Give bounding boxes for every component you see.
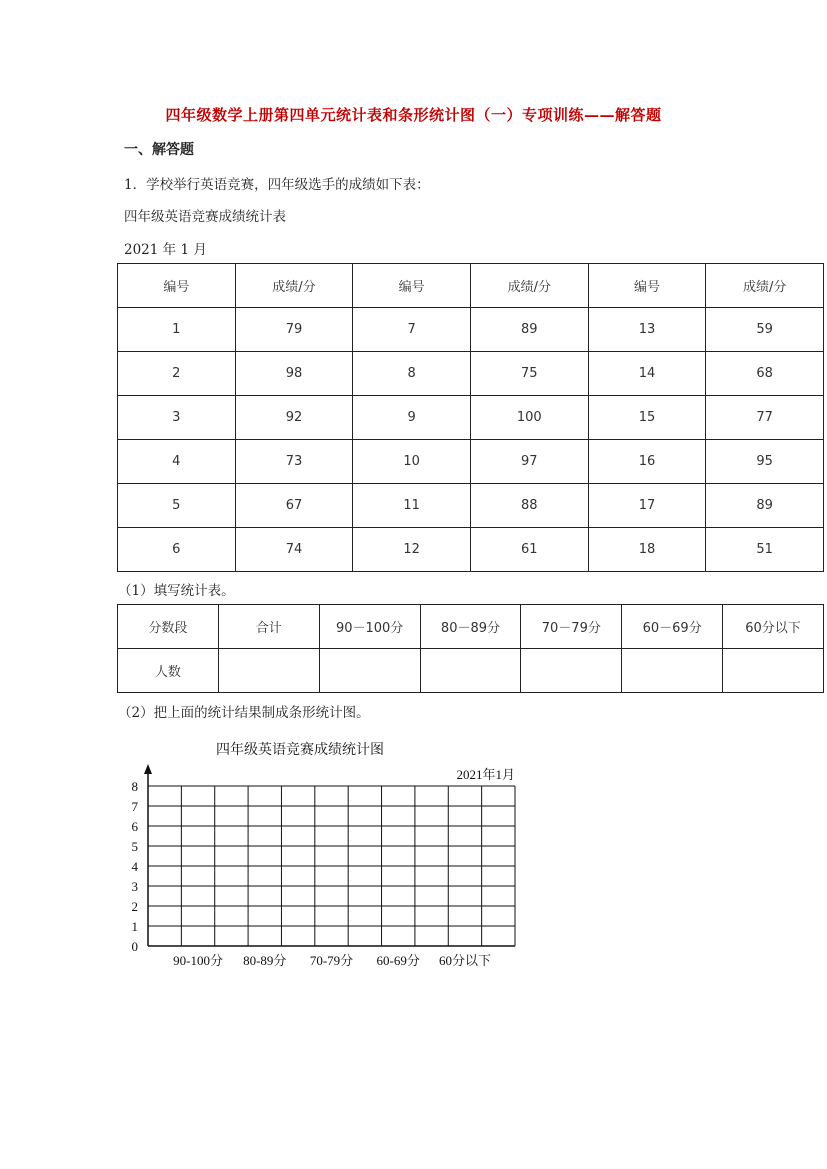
y-tick-label: 0 <box>131 939 138 954</box>
y-tick-label: 3 <box>131 879 138 894</box>
student-id-cell: 9 <box>353 396 471 440</box>
score-table-header-cell: 编号 <box>353 264 471 308</box>
y-tick-label: 5 <box>131 839 138 854</box>
student-id-cell: 16 <box>588 440 706 484</box>
score-cell: 88 <box>470 484 588 528</box>
y-tick-label: 7 <box>131 799 138 814</box>
answer-blank-cell[interactable] <box>521 649 622 693</box>
score-table <box>117 263 824 572</box>
student-id-cell: 13 <box>588 308 706 352</box>
student-id-cell: 10 <box>353 440 471 484</box>
answer-blank-cell[interactable] <box>622 649 723 693</box>
x-category-label: 60-69分 <box>376 953 420 968</box>
answer-blank-cell[interactable] <box>319 649 420 693</box>
score-cell: 74 <box>235 528 353 572</box>
table-row <box>118 484 824 528</box>
question-text: 1．学校举行英语竞赛，四年级选手的成绩如下表： <box>124 177 430 193</box>
score-cell: 95 <box>706 440 824 484</box>
student-id-cell: 12 <box>353 528 471 572</box>
answer-blank-cell[interactable] <box>218 649 319 693</box>
part2-text: （2）把上面的统计结果制成条形统计图。 <box>118 705 370 721</box>
fill-table-header-cell: 合计 <box>218 605 319 649</box>
x-category-label: 90-100分 <box>173 953 223 968</box>
table-row <box>118 528 824 572</box>
table-row <box>118 352 824 396</box>
fill-table-header-cell: 90－100分 <box>319 605 420 649</box>
score-table-header-cell: 成绩/分 <box>706 264 824 308</box>
table-title: 四年级英语竞赛成绩统计表 <box>124 209 286 225</box>
x-category-label: 70-79分 <box>309 953 354 968</box>
score-table-header-cell: 成绩/分 <box>470 264 588 308</box>
score-cell: 61 <box>470 528 588 572</box>
score-cell: 73 <box>235 440 353 484</box>
score-cell: 89 <box>470 308 588 352</box>
student-id-cell: 3 <box>118 396 236 440</box>
student-id-cell: 1 <box>118 308 236 352</box>
answer-blank-cell[interactable] <box>723 649 824 693</box>
fill-table-header <box>118 605 824 649</box>
student-id-cell: 8 <box>353 352 471 396</box>
score-cell: 79 <box>235 308 353 352</box>
student-id-cell: 6 <box>118 528 236 572</box>
score-cell: 51 <box>706 528 824 572</box>
student-id-cell: 7 <box>353 308 471 352</box>
fill-table-header-cell: 80－89分 <box>420 605 521 649</box>
table-date: 2021 年 1 月 <box>124 242 207 258</box>
score-cell: 77 <box>706 396 824 440</box>
part1-text: （1）填写统计表。 <box>118 583 235 599</box>
score-table-header-cell: 编号 <box>588 264 706 308</box>
x-category-label: 80-89分 <box>243 953 287 968</box>
row-label-cell: 人数 <box>118 649 219 693</box>
answer-blank-cell[interactable] <box>420 649 521 693</box>
table-row <box>118 649 824 693</box>
score-cell: 75 <box>470 352 588 396</box>
fill-table-header-cell: 60分以下 <box>723 605 824 649</box>
section-heading: 一、解答题 <box>124 142 194 158</box>
score-table-header <box>118 264 824 308</box>
chart-date: 2021年1月 <box>456 767 515 782</box>
chart-title: 四年级英语竞赛成绩统计图 <box>216 743 384 758</box>
table-row <box>118 396 824 440</box>
score-table-header-cell: 成绩/分 <box>235 264 353 308</box>
score-cell: 67 <box>235 484 353 528</box>
student-id-cell: 17 <box>588 484 706 528</box>
table-row <box>118 440 824 484</box>
bar-chart <box>120 736 540 976</box>
y-tick-label: 2 <box>131 899 138 914</box>
score-cell: 68 <box>706 352 824 396</box>
fill-table-header-cell: 70－79分 <box>521 605 622 649</box>
page-title: 四年级数学上册第四单元统计表和条形统计图（一）专项训练——解答题 <box>165 106 662 124</box>
fill-table-header-cell: 60－69分 <box>622 605 723 649</box>
score-cell: 92 <box>235 396 353 440</box>
student-id-cell: 11 <box>353 484 471 528</box>
student-id-cell: 18 <box>588 528 706 572</box>
student-id-cell: 4 <box>118 440 236 484</box>
student-id-cell: 2 <box>118 352 236 396</box>
score-cell: 98 <box>235 352 353 396</box>
y-axis-arrow <box>144 764 152 774</box>
score-cell: 100 <box>470 396 588 440</box>
score-cell: 97 <box>470 440 588 484</box>
x-category-label: 60分以下 <box>438 953 491 968</box>
score-table-header-cell: 编号 <box>118 264 236 308</box>
student-id-cell: 15 <box>588 396 706 440</box>
y-tick-label: 8 <box>131 779 138 794</box>
table-row <box>118 308 824 352</box>
score-cell: 89 <box>706 484 824 528</box>
y-tick-label: 6 <box>131 819 138 834</box>
y-tick-label: 4 <box>131 859 138 874</box>
fill-table <box>117 604 824 693</box>
fill-table-header-cell: 分数段 <box>118 605 219 649</box>
student-id-cell: 14 <box>588 352 706 396</box>
score-cell: 59 <box>706 308 824 352</box>
y-tick-label: 1 <box>131 919 138 934</box>
student-id-cell: 5 <box>118 484 236 528</box>
